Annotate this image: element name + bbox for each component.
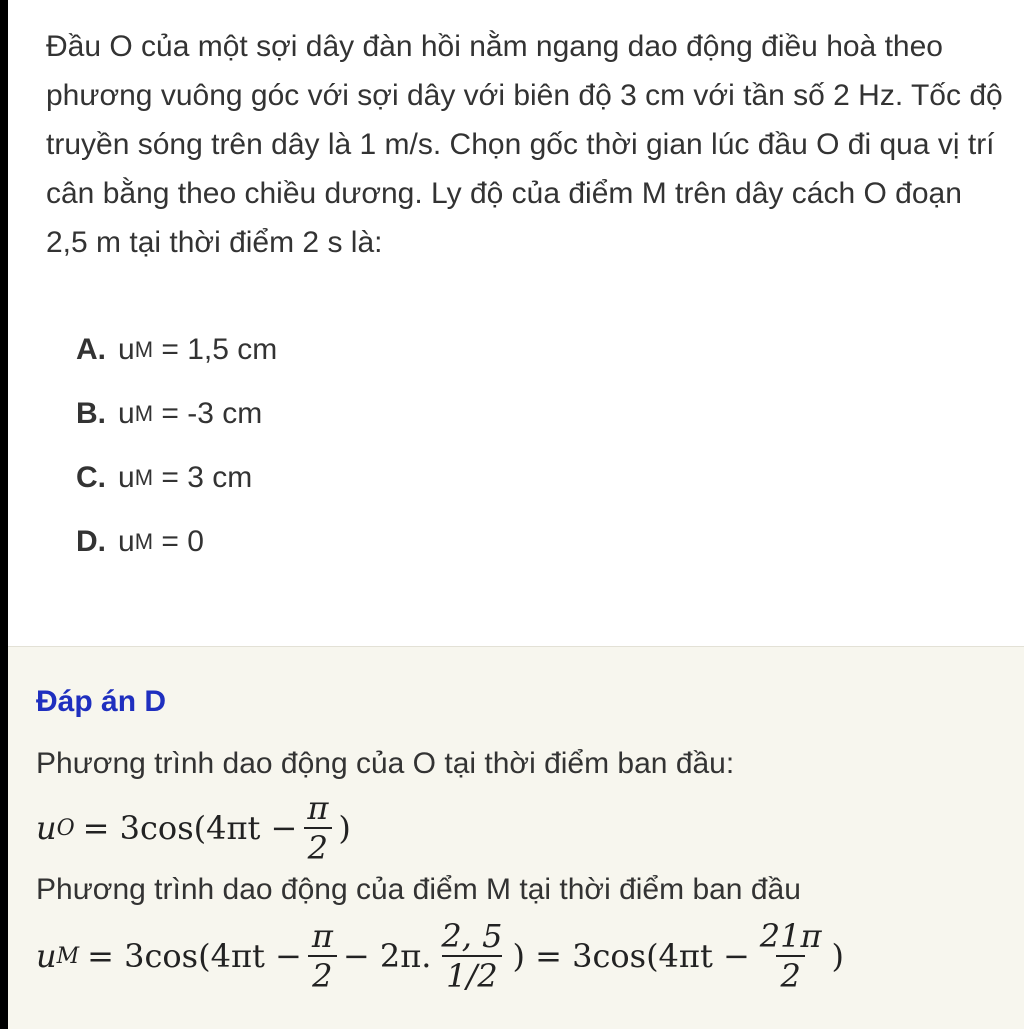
eq2-fraction-1	[308, 917, 337, 995]
option-value: = 3 cm	[153, 461, 253, 494]
eq1-fraction	[303, 789, 332, 867]
option-sub: M	[134, 529, 154, 554]
eq2-frac2-den: 1/2	[442, 955, 502, 995]
eq2-lhs: u	[36, 937, 57, 975]
option-value: = -3 cm	[153, 397, 263, 430]
option-sub: M	[134, 465, 154, 490]
option-letter: C.	[76, 461, 106, 494]
option-letter: A.	[76, 333, 106, 366]
equation-um	[36, 917, 844, 995]
option-sub: M	[134, 337, 154, 362]
equation-uo	[36, 789, 351, 867]
eq1-frac-num: π	[307, 789, 329, 827]
eq2-part3: ) = 3cos(4πt −	[512, 937, 750, 975]
answer-box	[8, 646, 1024, 1029]
eq1-body: = 3cos(4πt −	[82, 809, 298, 847]
option-b[interactable]	[76, 382, 277, 446]
option-var: u	[118, 525, 135, 558]
eq2-frac3-den: 2	[776, 955, 804, 995]
option-value: = 0	[153, 525, 204, 558]
option-var: u	[118, 397, 135, 430]
eq2-lhs-sub: M	[56, 943, 80, 969]
eq1-lhs-sub: O	[56, 815, 75, 841]
option-var: u	[118, 333, 135, 366]
options-list	[76, 318, 277, 574]
answer-title: Đáp án D	[36, 685, 167, 718]
option-c[interactable]	[76, 446, 277, 510]
option-a[interactable]	[76, 318, 277, 382]
eq2-fraction-2	[437, 917, 506, 995]
eq2-fraction-3	[756, 917, 826, 995]
option-sub: M	[134, 401, 154, 426]
eq2-part2: − 2π.	[342, 937, 432, 975]
option-d[interactable]	[76, 510, 277, 574]
question-text: Đầu O của một sợi dây đàn hồi nằm ngang dao động điều hoà theo phương vuông góc với sợi dây với biên độ 3 cm với tần số 2 Hz. Tốc độ truyền sóng trên dây là 1 m/s. Chọn gốc thời gian lúc đầu O đi qua vị trí cân bằng theo chiều dương. Ly độ của điểm M trên dây cách O đoạn 2,5 m tại thời điểm 2 s là:	[46, 30, 1003, 259]
eq1-frac-den: 2	[304, 827, 332, 867]
explanation-line-1: Phương trình dao động của O tại thời điểm ban đầu:	[36, 747, 735, 780]
option-letter: D.	[76, 525, 106, 558]
eq2-frac2-num: 2, 5	[441, 917, 503, 955]
explanation-line-2: Phương trình dao động của điểm M tại thời điểm ban đầu	[36, 873, 801, 906]
eq1-close: )	[338, 809, 351, 847]
eq1-lhs: u	[36, 809, 57, 847]
eq2-frac1-den: 2	[308, 955, 336, 995]
option-value: = 1,5 cm	[153, 333, 278, 366]
eq2-frac3-num: 21π	[759, 917, 822, 955]
eq2-frac1-num: π	[311, 917, 333, 955]
eq2-close: )	[831, 937, 845, 975]
option-letter: B.	[76, 397, 106, 430]
eq2-part1: = 3cos(4πt −	[87, 937, 302, 975]
option-var: u	[118, 461, 135, 494]
